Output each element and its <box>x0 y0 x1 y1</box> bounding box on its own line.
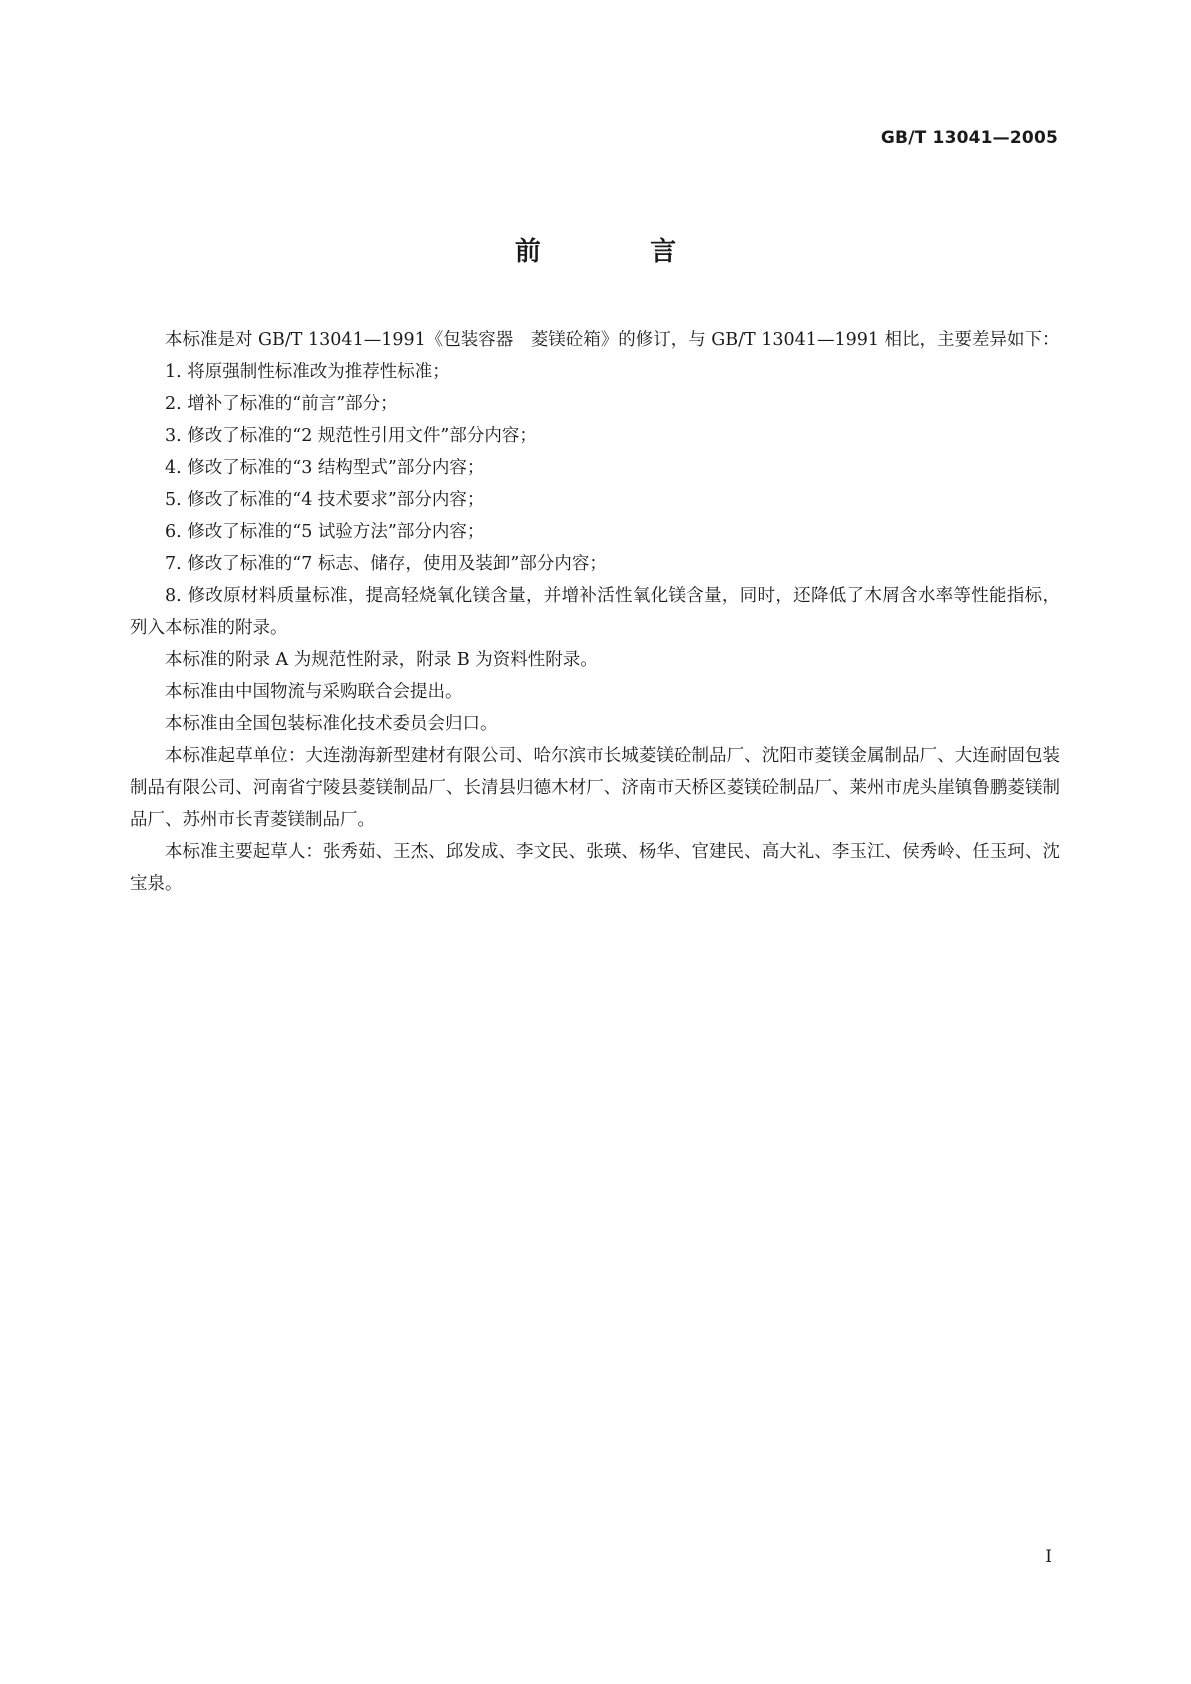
paragraph-intro: 本标准是对 GB/T 13041—1991《包装容器 菱镁砼箱》的修订，与 GB/T 13041—1991 相比，主要差异如下： <box>165 330 1060 350</box>
list-item: 5. 修改了标准的“4 技术要求”部分内容； <box>165 490 485 510</box>
paragraph-proposer: 本标准由中国物流与采购联合会提出。 <box>165 682 463 702</box>
list-item: 1. 将原强制性标准改为推荐性标准； <box>165 362 450 382</box>
standard-code: GB/T 13041—2005 <box>880 128 1058 148</box>
foreword-body <box>130 324 1060 900</box>
list-item: 7. 修改了标准的“7 标志、储存，使用及装卸”部分内容； <box>165 554 607 574</box>
list-item: 6. 修改了标准的“5 试验方法”部分内容； <box>165 522 485 542</box>
list-item: 2. 增补了标准的“前言”部分； <box>165 394 398 414</box>
paragraph-appendix: 本标准的附录 A 为规范性附录，附录 B 为资料性附录。 <box>165 650 598 670</box>
paragraph-drafting-units: 本标准起草单位：大连渤海新型建材有限公司、哈尔滨市长城菱镁砼制品厂、沈阳市菱镁金属制品厂、大连耐固包装制品有限公司、河南省宁陵县菱镁制品厂、长清县归德木材厂、济南市天桥区菱镁砼制品厂、莱州市虎头崖镇鲁鹏菱镁制品厂、苏州市长青菱镁制品厂。 <box>130 746 1060 830</box>
paragraph-committee: 本标准由全国包装标准化技术委员会归口。 <box>165 714 498 734</box>
paragraph-drafters: 本标准主要起草人：张秀茹、王杰、邱发成、李文民、张瑛、杨华、官建民、高大礼、李玉江、侯秀岭、任玉珂、沈宝泉。 <box>130 842 1060 894</box>
page-title: 前 言 <box>514 237 718 267</box>
list-item: 3. 修改了标准的“2 规范性引用文件”部分内容； <box>165 426 537 446</box>
list-item: 4. 修改了标准的“3 结构型式”部分内容； <box>165 458 485 478</box>
page-number: I <box>1045 1547 1052 1567</box>
list-item: 8. 修改原材料质量标准，提高轻烧氧化镁含量，并增补活性氧化镁含量，同时，还降低了木屑含水率等性能指标，列入本标准的附录。 <box>130 586 1060 638</box>
